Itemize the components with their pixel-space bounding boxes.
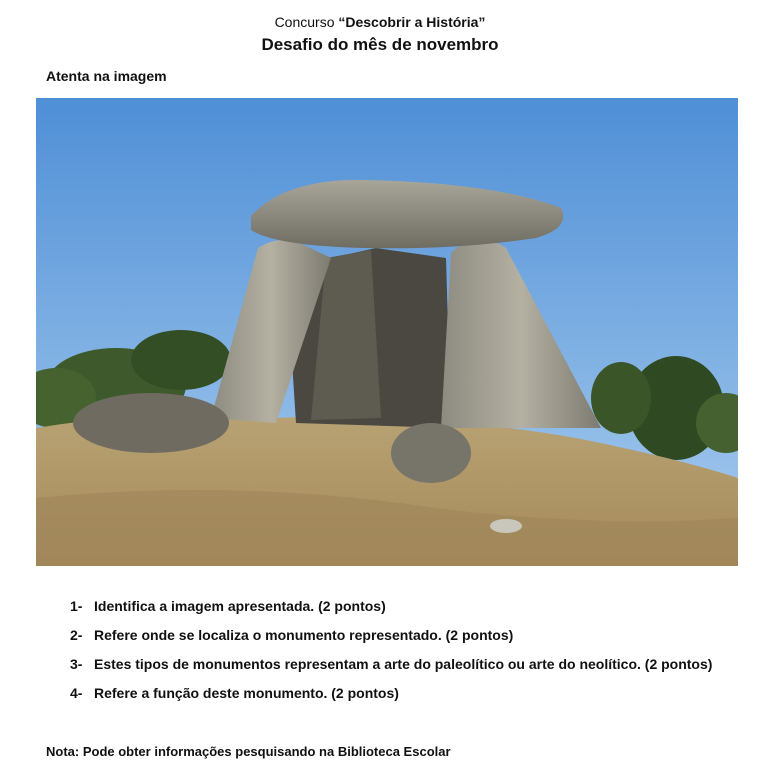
question-number: 2- [70,627,83,643]
question-item [70,627,712,656]
question-number: 3- [70,656,83,672]
question-text: Refere onde se localiza o monumento representado. (2 pontos) [94,627,514,643]
dolmen-photo [36,98,738,566]
question-item [70,598,712,627]
contest-line [0,14,760,30]
question-text: Estes tipos de monumentos representam a arte do paleolítico ou arte do neolítico. (2 pontos) [94,656,713,672]
question-item [70,685,712,714]
contest-prefix: Concurso [274,14,335,30]
page-title: Desafio do mês de novembro [261,35,499,54]
question-number: 4- [70,685,83,701]
footnote: Nota: Pode obter informações pesquisando na Biblioteca Escolar [46,744,451,759]
question-number: 1- [70,598,83,614]
question-list [70,598,712,714]
question-item [70,656,712,685]
contest-name: “Descobrir a História” [338,14,486,30]
intro-label: Atenta na imagem [46,68,167,84]
question-text: Refere a função deste monumento. (2 pontos) [94,685,399,701]
question-text: Identifica a imagem apresentada. (2 pontos) [94,598,386,614]
